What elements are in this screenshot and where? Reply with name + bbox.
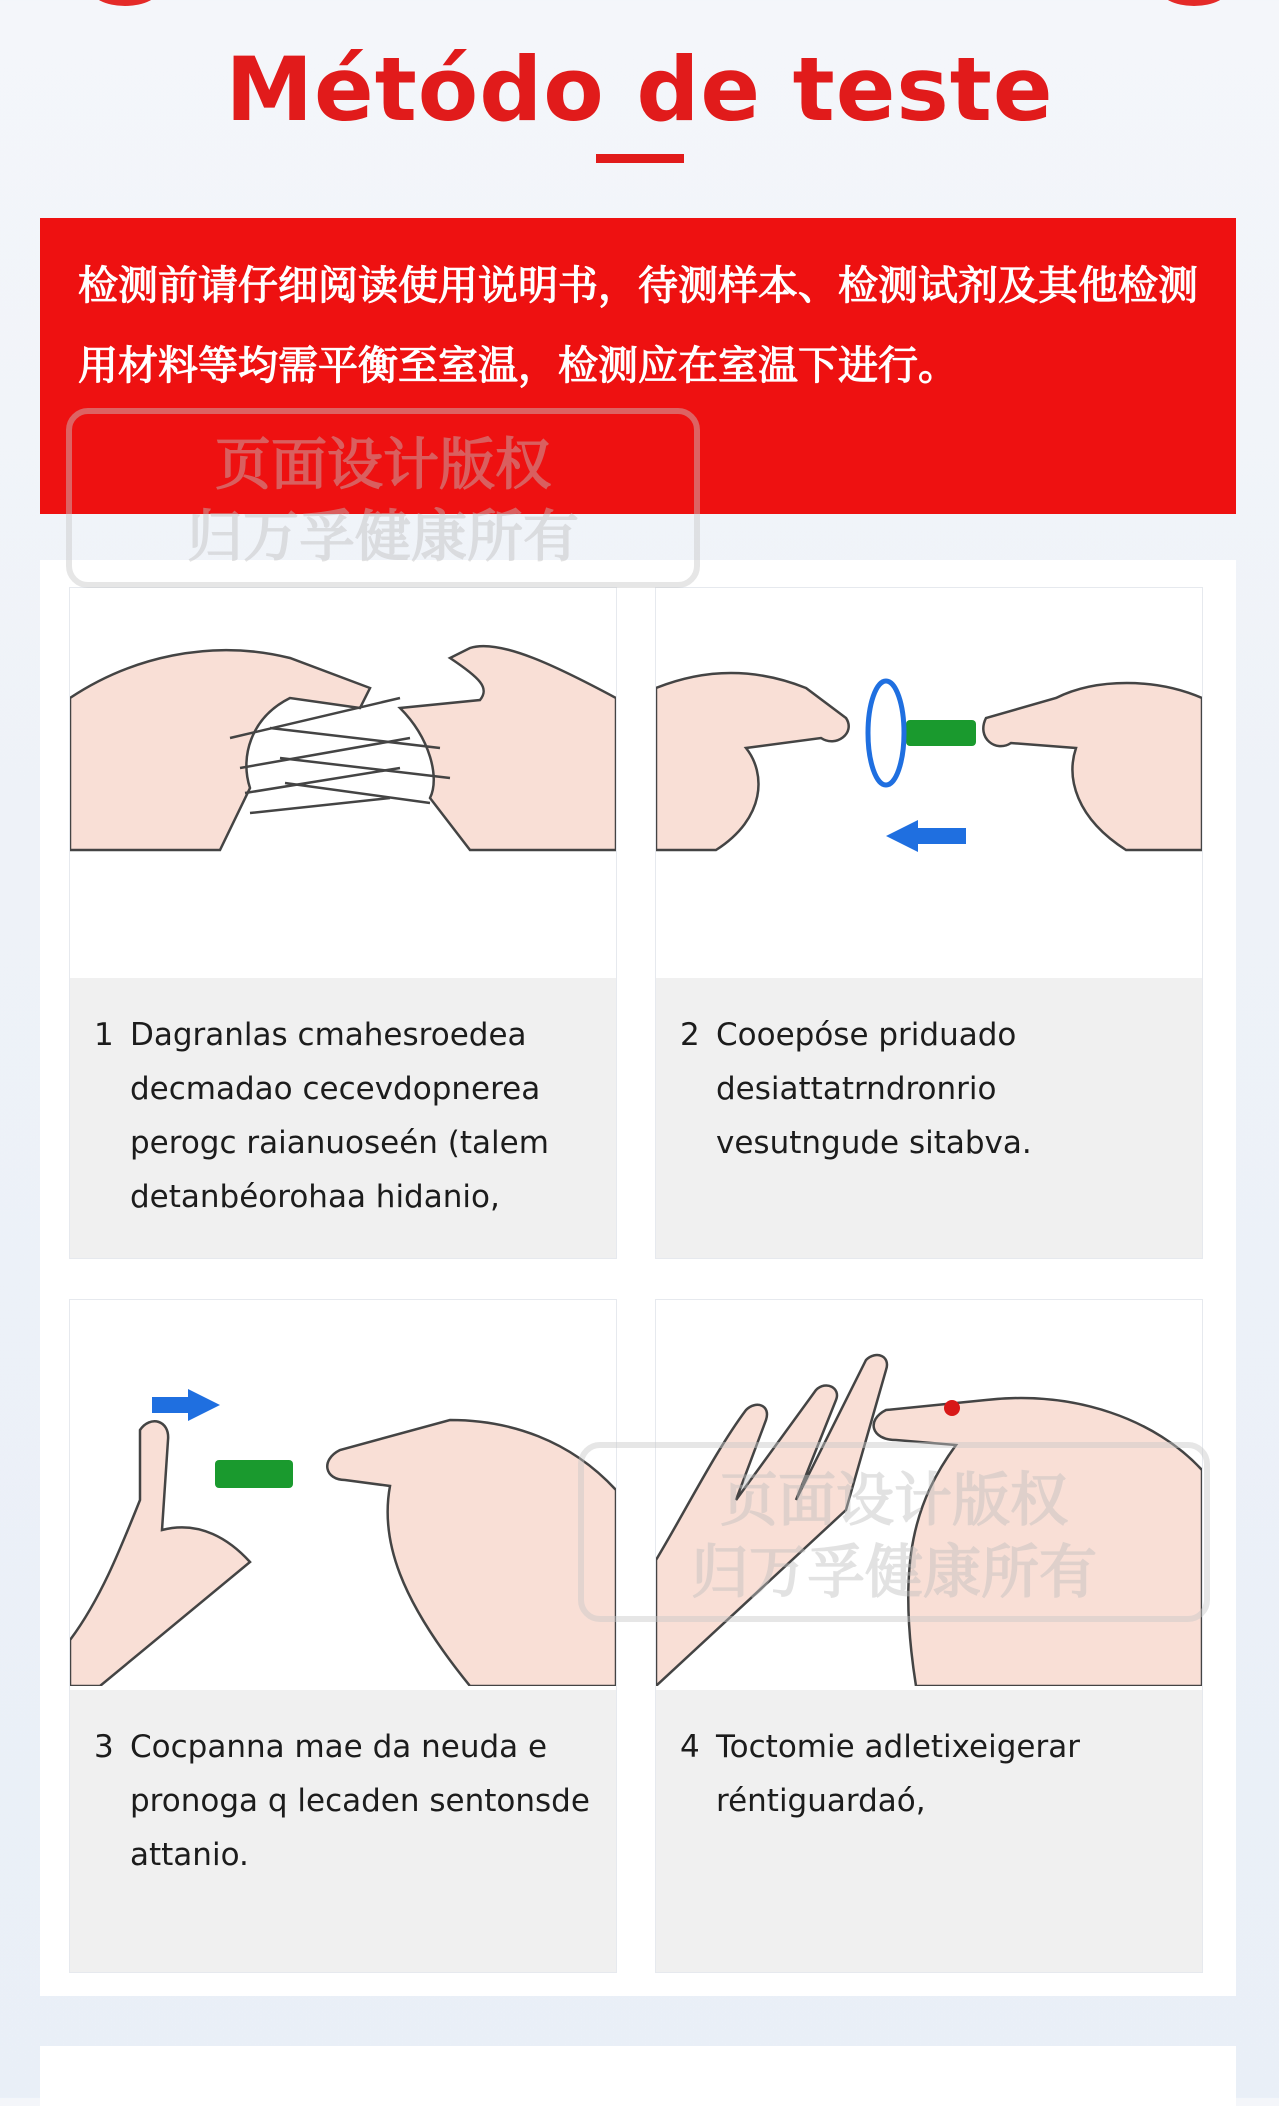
- step-3-text: Cocpanna mae da neuda e pronoga q lecaden sentonsde attanio.: [130, 1729, 590, 1873]
- step-card-3: [70, 1300, 616, 1972]
- twist-arrow: [868, 681, 904, 785]
- watermark-line-2: 归万孚健康所有: [187, 505, 579, 570]
- step-2-number: 2: [680, 1017, 700, 1053]
- step-2-illustration: [656, 588, 1202, 974]
- title-underline: [596, 154, 684, 163]
- step-4-number: 4: [680, 1729, 700, 1765]
- step-4-caption: [656, 1690, 1202, 1972]
- step-card-4: [656, 1300, 1202, 1972]
- watermark-line-1: 页面设计版权: [215, 433, 551, 498]
- step-1-illustration: [70, 588, 616, 974]
- next-section-card: [40, 2046, 1236, 2106]
- page-title: Métódo de teste: [225, 38, 1054, 141]
- test-cassette: [215, 1460, 293, 1488]
- step-1-number: 1: [94, 1017, 114, 1053]
- notice-text: 检测前请仔细阅读使用说明书，待测样本、检测试剂及其他检测用材料等均需平衡至室温，检测应在室温下进行。: [78, 263, 1198, 389]
- decorative-corner-left: [90, 0, 160, 6]
- step-3-number: 3: [94, 1729, 114, 1765]
- test-cassette: [906, 720, 976, 746]
- step-3-illustration: [70, 1300, 616, 1686]
- step-2-text: Cooepóse priduado desiattatrndronrio vesutngude sitabva.: [716, 1017, 1032, 1161]
- step-4-text: Toctomie adletixeigerar réntiguardaó,: [716, 1729, 1080, 1819]
- step-1-caption: [70, 978, 616, 1258]
- blood-drop: [944, 1400, 960, 1416]
- watermark-line-1: 页面设计版权: [719, 1466, 1068, 1534]
- watermark-top: [66, 408, 700, 588]
- step-3-caption: [70, 1690, 616, 1972]
- step-card-1: [70, 588, 616, 1258]
- watermark-line-2: 归万孚健康所有: [690, 1538, 1097, 1606]
- step-2-caption: [656, 978, 1202, 1258]
- step-card-2: [656, 588, 1202, 1258]
- move-left-arrow: [886, 820, 966, 852]
- watermark-bottom: [578, 1442, 1210, 1622]
- decorative-corner-right: [1159, 0, 1229, 6]
- step-1-text: Dagranlas cmahesroedea decmadao cecevdopnerea perogc raianuoseén (talem detanbéorohaa hidanio,: [130, 1017, 549, 1215]
- move-right-arrow: [152, 1389, 220, 1421]
